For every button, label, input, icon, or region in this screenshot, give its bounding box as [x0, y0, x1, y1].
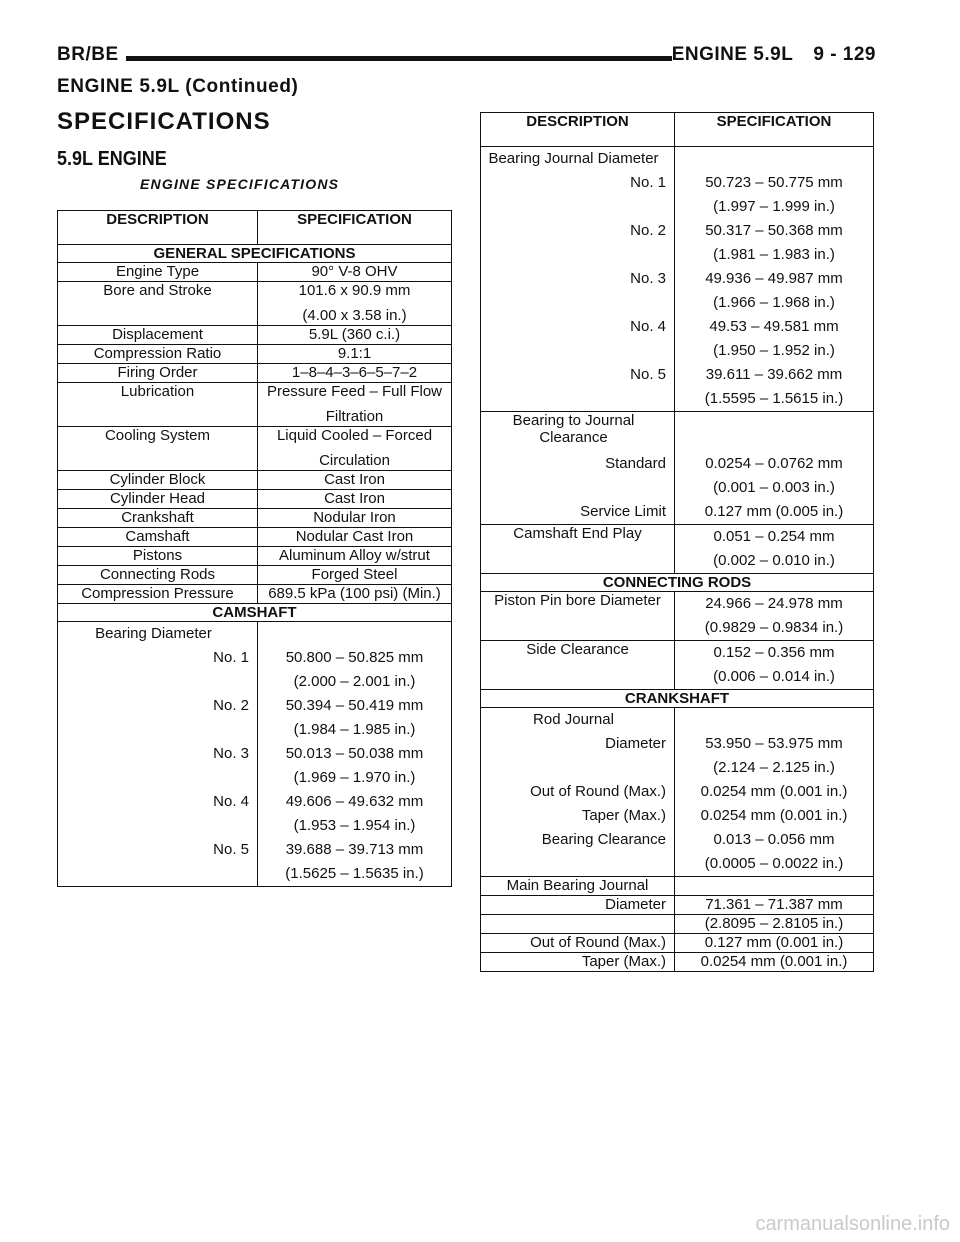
spec-row [58, 427, 452, 471]
section-row [481, 690, 874, 708]
bearing-diameter-group [58, 622, 452, 887]
spec-row [58, 282, 452, 326]
header-section-title: ENGINE 5.9L [671, 44, 794, 65]
item-mm: 39.688 – 39.713 mm [285, 841, 424, 858]
piston-pin-mm: 24.966 – 24.978 mm [705, 595, 843, 612]
side-clearance-row [481, 641, 874, 690]
spec-value [258, 547, 452, 566]
main-diameter-mm: 71.361 – 71.387 mm [675, 896, 874, 915]
item-in: (1.950 – 1.952 in.) [713, 342, 835, 359]
item-in: (1.5625 – 1.5635 in.) [285, 865, 424, 882]
spec-desc: Connecting Rods [58, 566, 258, 585]
main-journal-row [481, 877, 874, 896]
side-clearance-desc: Side Clearance [481, 641, 675, 690]
item-mm: 50.013 – 50.038 mm [285, 745, 424, 762]
rod-bc-label: Bearing Clearance [541, 831, 666, 848]
clearance-values [675, 412, 874, 525]
spec-value-line: Filtration [325, 408, 384, 425]
spec-value-line: 90° V-8 OHV [311, 263, 398, 280]
rod-oor-label: Out of Round (Max.) [530, 783, 666, 800]
col-header-description: DESCRIPTION [481, 113, 675, 147]
item-mm: 39.611 – 39.662 mm [705, 366, 843, 383]
service-limit-value: 0.127 mm (0.005 in.) [704, 503, 844, 520]
piston-pin-desc: Piston Pin bore Diameter [481, 592, 675, 641]
bearing-diameter-values [258, 622, 452, 887]
spec-value-line: Liquid Cooled – Forced [276, 427, 433, 444]
spec-value-line: Nodular Cast Iron [295, 528, 414, 545]
section-row [58, 604, 452, 622]
item-number: No. 3 [213, 745, 249, 762]
rod-diameter-label: Diameter [605, 735, 666, 752]
spec-row [58, 528, 452, 547]
col-header-specification: SPECIFICATION [675, 113, 874, 147]
main-taper-value: 0.0254 mm (0.001 in.) [675, 953, 874, 972]
item-mm: 50.317 – 50.368 mm [705, 222, 843, 239]
item-number: No. 4 [630, 318, 666, 335]
rod-journal-group [481, 708, 874, 877]
spec-value-line: 9.1:1 [337, 345, 372, 362]
spec-row [58, 585, 452, 604]
spec-value [258, 471, 452, 490]
spec-value-line: Pressure Feed – Full Flow [266, 383, 443, 400]
spec-row [58, 345, 452, 364]
spec-desc: Lubrication [58, 383, 258, 427]
end-play-mm: 0.051 – 0.254 mm [713, 528, 835, 545]
spec-row [58, 326, 452, 345]
spec-row [58, 364, 452, 383]
spec-value-line: Nodular Iron [313, 509, 396, 526]
item-in: (1.5595 – 1.5615 in.) [704, 390, 844, 407]
spec-value-line: (4.00 x 3.58 in.) [302, 307, 407, 324]
spec-row [58, 263, 452, 282]
table-header-row [481, 113, 874, 147]
item-in: (1.984 – 1.985 in.) [293, 721, 416, 738]
rod-journal-label: Rod Journal [533, 711, 614, 728]
rod-taper-value: 0.0254 mm (0.001 in.) [700, 807, 848, 824]
item-in: (2.000 – 2.001 in.) [293, 673, 416, 690]
item-number: No. 5 [630, 366, 666, 383]
watermark: carmanualsonline.info [755, 1213, 950, 1235]
rod-taper-label: Taper (Max.) [581, 807, 666, 824]
item-number: No. 3 [630, 270, 666, 287]
col-header-description: DESCRIPTION [58, 211, 258, 245]
section-general-specifications: GENERAL SPECIFICATIONS [58, 245, 452, 263]
item-number: No. 2 [630, 222, 666, 239]
spec-value-line: 1–8–4–3–6–5–7–2 [291, 364, 418, 381]
main-diameter-in-row [481, 915, 874, 934]
rod-oor-value: 0.0254 mm (0.001 in.) [700, 783, 848, 800]
spec-row [58, 471, 452, 490]
item-mm: 50.723 – 50.775 mm [705, 174, 843, 191]
main-diameter-row [481, 896, 874, 915]
header-manual-code: BR/BE [57, 44, 119, 65]
item-in: (1.969 – 1.970 in.) [293, 769, 416, 786]
standard-mm: 0.0254 – 0.0762 mm [705, 455, 843, 472]
end-play-row [481, 525, 874, 574]
spec-desc: Pistons [58, 547, 258, 566]
spec-row [58, 547, 452, 566]
end-play-in: (0.002 – 0.010 in.) [713, 552, 835, 569]
journal-diameter-label: Bearing Journal Diameter [488, 150, 659, 167]
item-mm: 49.606 – 49.632 mm [285, 793, 424, 810]
table-header-row [58, 211, 452, 245]
main-diameter-in: (2.8095 – 2.8105 in.) [675, 915, 874, 934]
spec-desc: Cooling System [58, 427, 258, 471]
spec-value-line: Circulation [319, 452, 390, 469]
journal-diameter-group [481, 147, 874, 412]
main-oor-value: 0.127 mm (0.001 in.) [675, 934, 874, 953]
spec-value-line: Aluminum Alloy w/strut [279, 547, 430, 564]
spec-desc: Cylinder Block [58, 471, 258, 490]
item-number: No. 1 [630, 174, 666, 191]
main-taper-row [481, 953, 874, 972]
spec-value-line: Cast Iron [324, 471, 385, 488]
rod-journal-desc [481, 708, 675, 877]
clearance-group [481, 412, 874, 525]
item-mm: 50.394 – 50.419 mm [285, 697, 424, 714]
rod-bc-mm: 0.013 – 0.056 mm [713, 831, 835, 848]
spec-value [258, 383, 452, 427]
spec-value [258, 282, 452, 326]
spec-value [258, 585, 452, 604]
spec-desc: Compression Pressure [58, 585, 258, 604]
subsection-title: 5.9L ENGINE [57, 148, 167, 170]
spec-desc: Cylinder Head [58, 490, 258, 509]
journal-diameter-values [675, 147, 874, 412]
page-number: 9 - 129 [813, 44, 876, 65]
spec-value [258, 490, 452, 509]
spec-value [258, 566, 452, 585]
bearing-diameter-desc [58, 622, 258, 887]
spec-value [258, 263, 452, 282]
spec-row [58, 509, 452, 528]
side-clearance-mm: 0.152 – 0.356 mm [713, 644, 835, 661]
spec-desc: Displacement [58, 326, 258, 345]
spec-value-line: 5.9L (360 c.i.) [308, 326, 401, 343]
item-number: No. 4 [213, 793, 249, 810]
side-clearance-values [675, 641, 874, 690]
spec-value-line: Forged Steel [311, 566, 398, 583]
end-play-values [675, 525, 874, 574]
spec-row [58, 490, 452, 509]
engine-spec-table-left [57, 210, 452, 887]
item-mm: 49.53 – 49.581 mm [709, 318, 839, 335]
piston-pin-row [481, 592, 874, 641]
main-diameter-label: Diameter [481, 896, 675, 915]
piston-pin-in: (0.9829 – 0.9834 in.) [704, 619, 844, 636]
continued-title: ENGINE 5.9L (Continued) [57, 76, 299, 97]
standard-label: Standard [605, 455, 666, 472]
service-limit-label: Service Limit [580, 503, 666, 520]
piston-pin-values [675, 592, 874, 641]
spec-desc: Engine Type [58, 263, 258, 282]
item-in: (1.953 – 1.954 in.) [293, 817, 416, 834]
rod-diameter-mm: 53.950 – 53.975 mm [705, 735, 843, 752]
bearing-diameter-label: Bearing Diameter [95, 625, 212, 642]
clearance-label: Bearing to Journal Clearance [512, 412, 635, 446]
spec-value [258, 528, 452, 547]
header-rule [126, 56, 672, 61]
spec-value [258, 427, 452, 471]
clearance-desc [481, 412, 675, 525]
spec-row [58, 566, 452, 585]
main-oor-row [481, 934, 874, 953]
section-row [58, 245, 452, 263]
table-title: ENGINE SPECIFICATIONS [140, 176, 340, 192]
rod-bc-in: (0.0005 – 0.0022 in.) [704, 855, 844, 872]
item-in: (1.981 – 1.983 in.) [713, 246, 835, 263]
rod-journal-values [675, 708, 874, 877]
item-in: (1.966 – 1.968 in.) [713, 294, 835, 311]
engine-spec-table-right [480, 112, 874, 972]
spec-value [258, 345, 452, 364]
section-row [481, 574, 874, 592]
spec-value-line: 689.5 kPa (100 psi) (Min.) [268, 585, 441, 602]
spec-row [58, 383, 452, 427]
spec-desc: Crankshaft [58, 509, 258, 528]
spec-value [258, 326, 452, 345]
side-clearance-in: (0.006 – 0.014 in.) [713, 668, 835, 685]
section-connecting-rods: CONNECTING RODS [481, 574, 874, 592]
item-mm: 49.936 – 49.987 mm [705, 270, 843, 287]
header-right [672, 44, 876, 66]
spec-value [258, 509, 452, 528]
spec-value-line: 101.6 x 90.9 mm [298, 282, 411, 299]
main-oor-label: Out of Round (Max.) [481, 934, 675, 953]
col-header-specification: SPECIFICATION [258, 211, 452, 245]
spec-desc: Bore and Stroke [58, 282, 258, 326]
spec-desc: Compression Ratio [58, 345, 258, 364]
standard-in: (0.001 – 0.003 in.) [713, 479, 835, 496]
section-crankshaft: CRANKSHAFT [481, 690, 874, 708]
spec-desc: Camshaft [58, 528, 258, 547]
spec-desc: Firing Order [58, 364, 258, 383]
item-number: No. 1 [213, 649, 249, 666]
item-mm: 50.800 – 50.825 mm [285, 649, 424, 666]
end-play-desc: Camshaft End Play [481, 525, 675, 574]
spec-value [258, 364, 452, 383]
item-number: No. 5 [213, 841, 249, 858]
main-taper-label: Taper (Max.) [481, 953, 675, 972]
spec-value-line: Cast Iron [324, 490, 385, 507]
rod-diameter-in: (2.124 – 2.125 in.) [713, 759, 835, 776]
journal-diameter-desc [481, 147, 675, 412]
item-in: (1.997 – 1.999 in.) [713, 198, 835, 215]
main-journal-label: Main Bearing Journal [481, 877, 675, 896]
section-camshaft: CAMSHAFT [58, 604, 452, 622]
section-title: SPECIFICATIONS [57, 108, 271, 135]
general-spec-rows [58, 263, 452, 604]
item-number: No. 2 [213, 697, 249, 714]
